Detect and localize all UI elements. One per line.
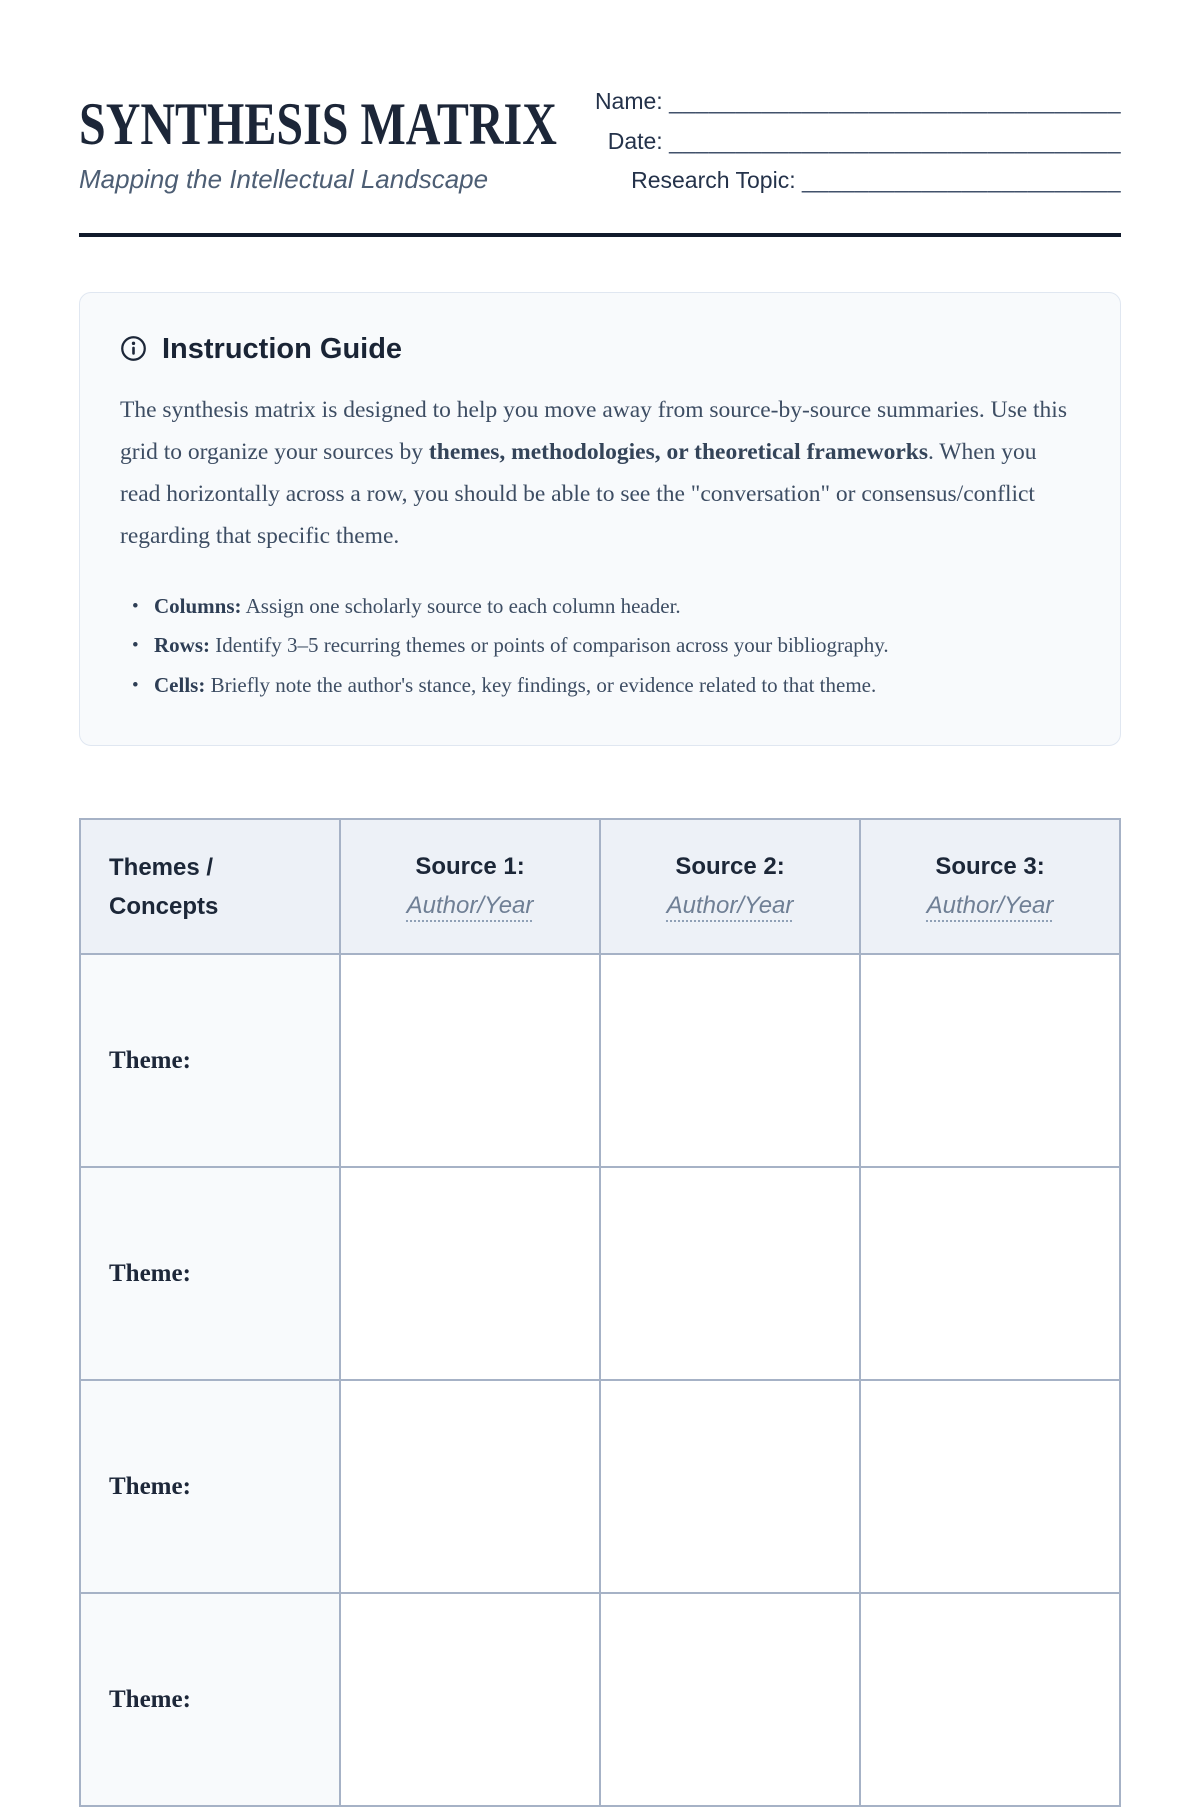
- synthesis-matrix-table: [79, 818, 1121, 1807]
- theme-label-3: Theme:: [109, 1472, 191, 1500]
- name-fill-line[interactable]: __________________________________: [669, 88, 1121, 114]
- source-2-header: [600, 819, 860, 954]
- matrix-cell-r1-s1[interactable]: [340, 954, 600, 1167]
- corner-header-line2: Concepts: [109, 892, 219, 920]
- bullet-cells: [132, 666, 1080, 706]
- instruction-bullets: [120, 587, 1080, 706]
- student-fields: [595, 82, 1121, 201]
- source-3-title: Source 3:: [935, 853, 1045, 880]
- bullet-rows-lead: Rows:: [154, 633, 210, 657]
- bullet-columns: [132, 587, 1080, 627]
- matrix-row-3: [80, 1380, 1120, 1593]
- bullet-rows: [132, 626, 1080, 666]
- research-topic-label: Research Topic:: [631, 167, 796, 193]
- header-divider: [79, 233, 1121, 237]
- matrix-cell-r4-s2[interactable]: [600, 1593, 860, 1806]
- instruction-paragraph: The synthesis matrix is designed to help you move away from source-by-source summaries. Use this grid to organize your sources by themes, methodologies, or theoretical frameworks. When you read horizontally across a row, you should be able to see the "conversation" or consensus/conflict regarding that specific theme.: [120, 396, 1067, 549]
- matrix-cell-r1-s2[interactable]: [600, 954, 860, 1167]
- name-label: Name:: [594, 88, 663, 114]
- source-3-header: [860, 819, 1120, 954]
- bullet-cells-lead: Cells:: [154, 672, 206, 697]
- theme-label-cell-4[interactable]: [80, 1593, 340, 1806]
- corner-header-themes-concepts: [80, 819, 340, 954]
- matrix-row-2: [80, 1167, 1120, 1380]
- matrix-row-1: [80, 954, 1120, 1167]
- theme-label-2: Theme:: [109, 1259, 191, 1287]
- bullet-rows-text: Identify 3–5 recurring themes or points of comparison across your bibliography.: [215, 633, 889, 657]
- matrix-header-row: [80, 819, 1120, 954]
- bullet-cells-text: Briefly note the author's stance, key findings, or evidence related to that theme.: [210, 672, 877, 697]
- source-1-title: Source 1:: [415, 853, 525, 880]
- source-2-author-year-slot[interactable]: Author/Year: [666, 892, 794, 919]
- instruction-panel: [79, 292, 1121, 747]
- matrix-cell-r2-s3[interactable]: [860, 1167, 1120, 1380]
- research-topic-field-row: [595, 161, 1121, 201]
- theme-label-cell-3[interactable]: [80, 1380, 340, 1593]
- source-3-author-year-slot[interactable]: Author/Year: [926, 892, 1054, 919]
- matrix-cell-r4-s1[interactable]: [340, 1593, 600, 1806]
- matrix-cell-r4-s3[interactable]: [860, 1593, 1120, 1806]
- matrix-cell-r2-s1[interactable]: [340, 1167, 600, 1380]
- matrix-cell-r3-s3[interactable]: [860, 1380, 1120, 1593]
- corner-header-line1: Themes /: [109, 853, 214, 881]
- matrix-cell-r1-s3[interactable]: [860, 954, 1120, 1167]
- page-subtitle: Mapping the Intellectual Landscape: [79, 164, 489, 194]
- info-icon: [120, 335, 147, 362]
- date-label: Date:: [607, 127, 663, 154]
- bullet-columns-text: Assign one scholarly source to each column header.: [245, 593, 681, 618]
- matrix-cell-r3-s1[interactable]: [340, 1380, 600, 1593]
- instruction-heading: Instruction Guide: [162, 332, 403, 365]
- page-title: [79, 92, 559, 156]
- date-fill-line[interactable]: __________________________________: [669, 127, 1121, 154]
- page-title-text: SYNTHESIS MATRIX: [79, 91, 557, 157]
- brand-block: [79, 82, 559, 196]
- name-field-row: [595, 82, 1121, 122]
- matrix-cell-r3-s2[interactable]: [600, 1380, 860, 1593]
- source-1-author-year-slot[interactable]: Author/Year: [406, 892, 534, 919]
- research-topic-fill-line[interactable]: ________________________: [802, 167, 1121, 193]
- matrix-cell-r2-s2[interactable]: [600, 1167, 860, 1380]
- theme-label-1: Theme:: [109, 1046, 191, 1074]
- theme-label-cell-2[interactable]: [80, 1167, 340, 1380]
- source-1-header: [340, 819, 600, 954]
- theme-label-4: Theme:: [109, 1685, 191, 1713]
- worksheet-page: [0, 82, 1200, 1713]
- date-field-row: [595, 122, 1121, 162]
- bullet-columns-lead: Columns:: [154, 593, 242, 618]
- theme-label-cell-1[interactable]: [80, 954, 340, 1167]
- masthead: [79, 82, 1121, 201]
- source-2-title: Source 2:: [675, 853, 785, 880]
- instruction-panel-heading: [120, 331, 1080, 367]
- matrix-row-4: [80, 1593, 1120, 1806]
